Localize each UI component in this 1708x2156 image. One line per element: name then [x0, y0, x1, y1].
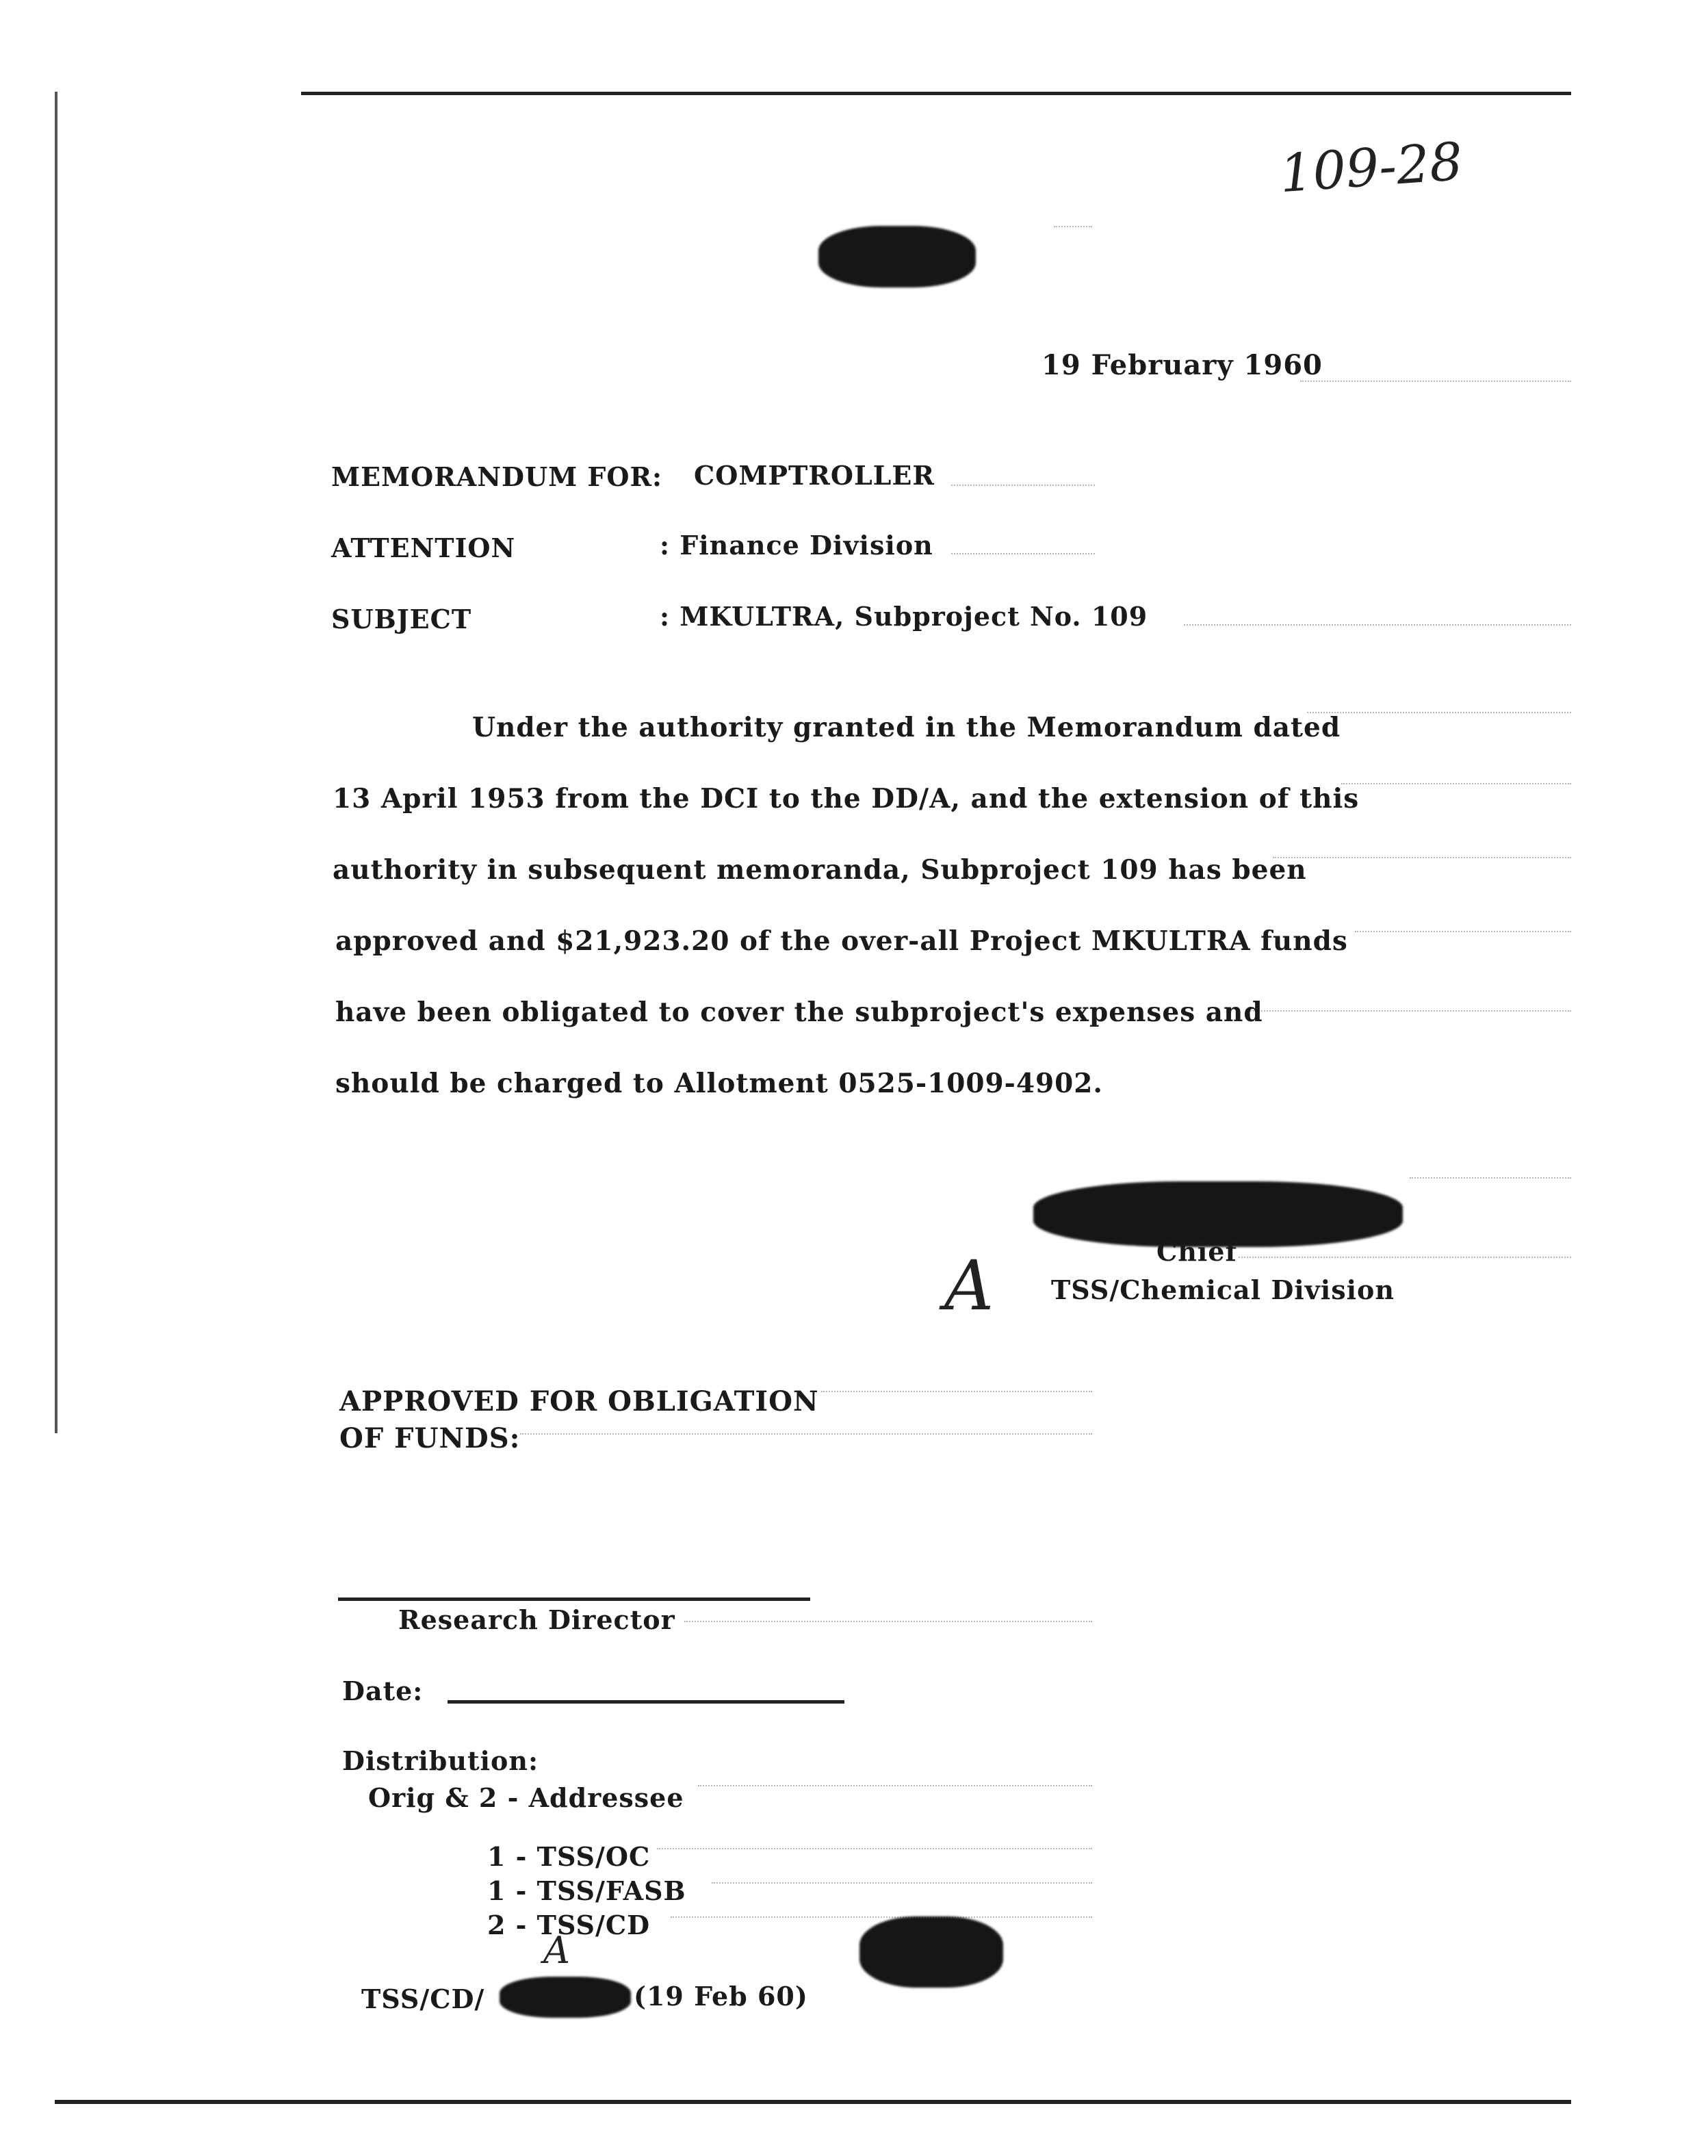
body-line: have been obligated to cover the subproject's expenses and: [335, 997, 1263, 1028]
redaction-top: [818, 226, 976, 287]
subject-label: SUBJECT: [331, 604, 472, 634]
footer-ref-date: (19 Feb 60): [634, 1981, 808, 2012]
date-line: [448, 1700, 844, 1704]
footer-ref-prefix: TSS/CD/: [361, 1984, 485, 2014]
form-line: [951, 553, 1095, 554]
form-line: [1054, 226, 1092, 227]
form-line: [821, 1391, 1092, 1392]
body-line: authority in subsequent memoranda, Subproject 109 has been: [333, 854, 1307, 886]
form-line: [1239, 1257, 1571, 1258]
form-line: [1307, 712, 1571, 713]
memo-date: 19 February 1960: [1041, 349, 1323, 381]
memorandum-for-label: MEMORANDUM FOR:: [331, 461, 663, 492]
form-line: [657, 1848, 1092, 1849]
body-line: Under the authority granted in the Memorandum dated: [472, 712, 1341, 743]
approval-line-1: APPROVED FOR OBLIGATION: [339, 1385, 819, 1417]
form-line: [520, 1433, 1092, 1435]
attention-value: : Finance Division: [660, 530, 933, 561]
approval-signer: Research Director: [398, 1604, 675, 1635]
form-line: [698, 1785, 1092, 1786]
body-line: 13 April 1953 from the DCI to the DD/A, and the extension of this: [333, 783, 1360, 814]
form-line: [1410, 1177, 1571, 1179]
form-line: [1355, 931, 1571, 932]
distribution-label: Distribution:: [342, 1745, 539, 1776]
signature-line: [338, 1597, 810, 1601]
form-line: [712, 1882, 1092, 1884]
distribution-item: 1 - TSS/FASB: [487, 1875, 686, 1906]
signature-division: TSS/Chemical Division: [1051, 1274, 1395, 1305]
attention-label: ATTENTION: [331, 532, 516, 563]
form-line: [1300, 381, 1571, 382]
form-line: [1273, 857, 1571, 858]
file-number: 109-28: [1278, 130, 1465, 205]
redaction-bottom-right: [859, 1916, 1003, 1988]
left-margin-rule: [55, 92, 57, 1433]
body-line: approved and $21,923.20 of the over-all Project MKULTRA funds: [335, 925, 1348, 957]
redaction-footer: [500, 1977, 631, 2018]
body-line: should be charged to Allotment 0525-1009-4902.: [335, 1068, 1103, 1099]
subject-value: : MKULTRA, Subproject No. 109: [660, 601, 1148, 632]
bottom-rule: [55, 2100, 1571, 2104]
signature-title: Chief: [1156, 1236, 1237, 1267]
footer-mark: A: [543, 1929, 570, 1972]
form-line: [1184, 624, 1571, 626]
form-line: [1341, 783, 1571, 784]
form-line: [671, 1916, 1092, 1918]
distribution-item: 1 - TSS/OC: [487, 1841, 651, 1872]
memorandum-for-value: COMPTROLLER: [694, 460, 935, 491]
signature-mark: A: [944, 1246, 994, 1326]
form-line: [1245, 1010, 1571, 1012]
distribution-orig: Orig & 2 - Addressee: [368, 1782, 684, 1813]
distribution-item: 2 - TSS/CD: [487, 1910, 651, 1940]
form-line: [684, 1621, 1092, 1622]
approval-date-label: Date:: [342, 1676, 424, 1706]
approval-line-2: OF FUNDS:: [339, 1422, 521, 1454]
form-line: [951, 485, 1095, 486]
top-rule: [301, 92, 1571, 95]
